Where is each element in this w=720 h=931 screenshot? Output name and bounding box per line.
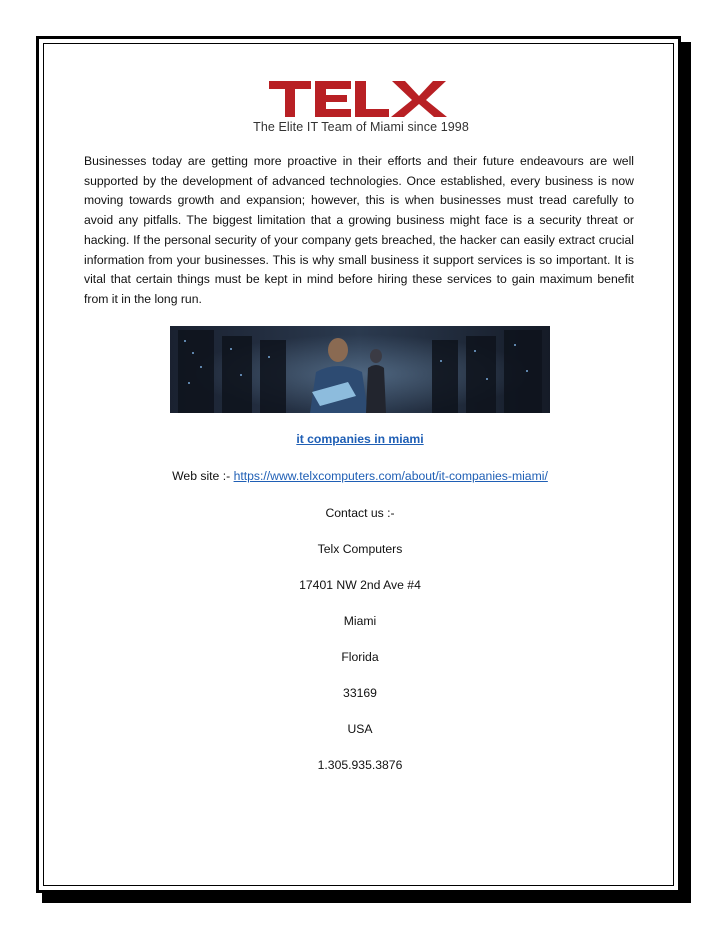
keyword-link-line: [36, 432, 684, 446]
website-label: Web site :-: [172, 469, 234, 483]
contact-phone: 1.305.935.3876: [317, 758, 403, 772]
contact-country: USA: [347, 722, 373, 736]
contact-street: 17401 NW 2nd Ave #4: [299, 578, 421, 592]
it-companies-link[interactable]: it companies in miami: [296, 432, 424, 446]
telx-logo: [248, 80, 474, 134]
intro-paragraph: Businesses today are getting more proactive in their efforts and their future endeavours are well supported by the development of advanced technologies. Once established, every business is now moving towards growth and expansion; however, this is when businesses must tread carefully to avoid any pitfalls. The biggest limitation that a growing business might face is a security threat or hacking. If the personal security of your company gets breached, the hacker can easily extract crucial information from your businesses. This is why small business it support services is so important. It is vital that certain things must be kept in mind before hiring these services to gain maximum benefit from it in the long run.: [84, 154, 634, 306]
contact-zip: 33169: [343, 686, 377, 700]
contact-city: Miami: [343, 614, 377, 628]
contact-state: Florida: [341, 650, 379, 664]
telx-wordmark-logo: [269, 80, 453, 118]
website-url-link[interactable]: https://www.telxcomputers.com/about/it-companies-miami/: [233, 469, 548, 483]
hero-image: [170, 326, 550, 413]
logo-tagline: The Elite IT Team of Miami since 1998: [253, 120, 469, 134]
contact-heading: Contact us :-: [325, 506, 395, 520]
website-line: [36, 469, 684, 483]
contact-company: Telx Computers: [317, 542, 403, 556]
